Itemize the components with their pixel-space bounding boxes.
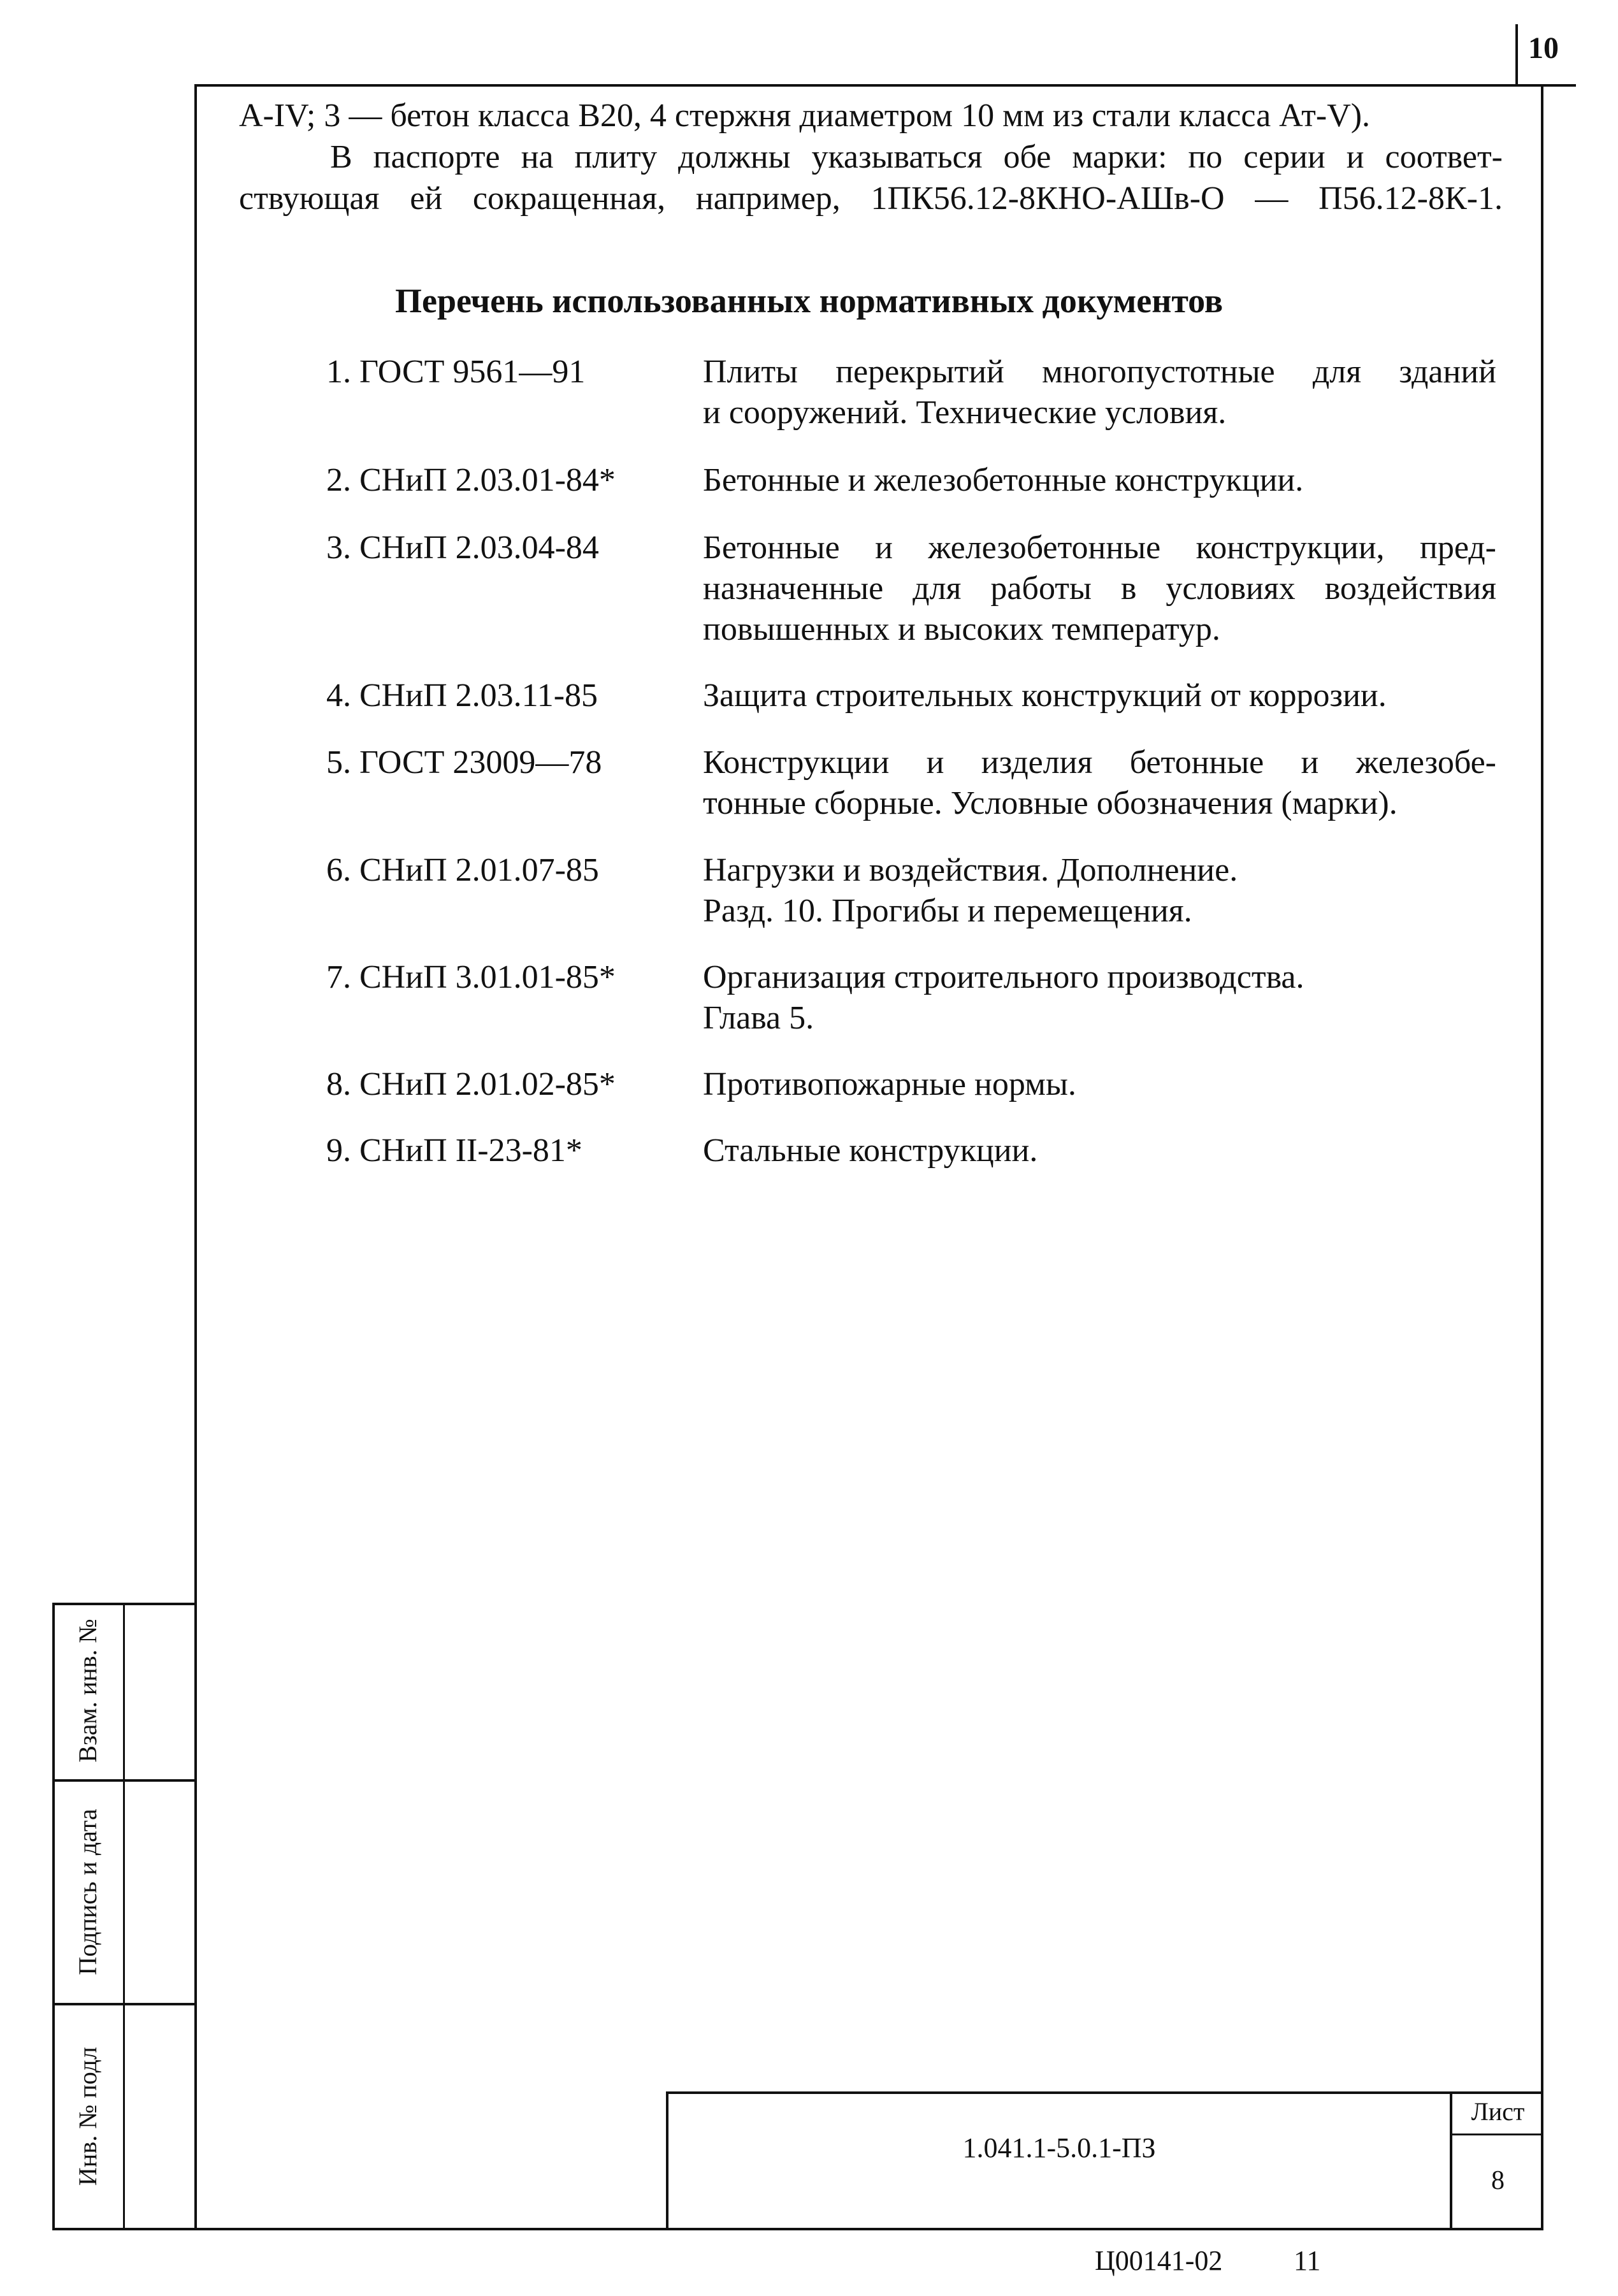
frame-bottom (52, 2228, 1543, 2230)
footer-page: 11 (1294, 2245, 1321, 2276)
doc-5-line-1: Конструкции и изделия бетонные и железобе- (703, 744, 1496, 781)
doc-1-line-2: и сооружений. Технические условия. (703, 394, 1227, 431)
doc-3-code: 3. СНиП 2.03.04-84 (326, 530, 599, 566)
doc-6-line-2: Разд. 10. Прогибы и перемещения. (703, 893, 1192, 929)
doc-7-code: 7. СНиП 3.01.01-85* (326, 959, 616, 995)
doc-2-line-1: Бетонные и железобетонные конструкции. (703, 462, 1304, 498)
frame-right (1541, 84, 1543, 2230)
doc-4-code: 4. СНиП 2.03.11-85 (326, 677, 598, 714)
doc-6-line-1: Нагрузки и воздействия. Дополнение. (703, 852, 1238, 888)
side-stamp-vzam-inv: Взам. инв. № (73, 1619, 102, 1763)
doc-7-line-1: Организация строительного производства. (703, 959, 1304, 995)
doc-4-line-1: Защита строительных конструкций от коррозии. (703, 677, 1387, 714)
frame-top (194, 84, 1576, 87)
side-stamp-left (52, 1603, 55, 2230)
title-block-top (666, 2091, 1543, 2094)
doc-9-line-1: Стальные конструкции. (703, 1132, 1038, 1169)
intro-line-1: A-IV; 3 — бетон класса В20, 4 стержня диаметром 10 мм из стали класса Ат-V). (239, 97, 1371, 134)
title-block-sheet-label: Лист (1471, 2097, 1525, 2126)
intro-line-2: В паспорте на плиту должны указываться обе марки: по серии и соответ- (330, 139, 1503, 175)
footer-code: Ц00141-02 (1095, 2245, 1223, 2276)
title-block-sheet-number: 8 (1491, 2166, 1505, 2195)
doc-2-code: 2. СНиП 2.03.01-84* (326, 462, 616, 498)
doc-3-line-1: Бетонные и железобетонные конструкции, пред- (703, 530, 1496, 566)
side-stamp-divider (123, 1603, 125, 2230)
doc-5-code: 5. ГОСТ 23009—78 (326, 744, 602, 781)
doc-8-code: 8. СНиП 2.01.02-85* (326, 1066, 616, 1102)
doc-5-line-2: тонные сборные. Условные обозначения (марки). (703, 785, 1398, 821)
doc-3-line-2: назначенные для работы в условиях воздействия (703, 570, 1496, 607)
title-block-designation: 1.041.1-5.0.1-ПЗ (962, 2132, 1156, 2163)
doc-1-line-1: Плиты перекрытий многопустотные для зданий (703, 354, 1496, 390)
doc-8-line-1: Противопожарные нормы. (703, 1066, 1076, 1102)
doc-3-line-3: повышенных и высоких температур. (703, 611, 1220, 647)
doc-7-line-2: Глава 5. (703, 1000, 814, 1036)
title-block-sheet-row (1450, 2134, 1543, 2135)
sheet-number-divider (1515, 24, 1518, 84)
side-stamp-inv-podl: Инв. № подл (73, 2047, 102, 2186)
doc-1-code: 1. ГОСТ 9561—91 (326, 354, 586, 390)
sheet-top-number: 10 (1528, 31, 1559, 65)
doc-6-code: 6. СНиП 2.01.07-85 (326, 852, 599, 888)
section-title: Перечень использованных нормативных документов (394, 282, 1223, 320)
frame-left (194, 84, 197, 2230)
intro-line-3: ствующая ей сокращенная, например, 1ПК56.12-8КНО-АШв-О — П56.12-8К-1. (239, 180, 1503, 217)
side-stamp-podpis-data: Подпись и дата (73, 1809, 102, 1975)
doc-9-code: 9. СНиП II-23-81* (326, 1132, 582, 1169)
